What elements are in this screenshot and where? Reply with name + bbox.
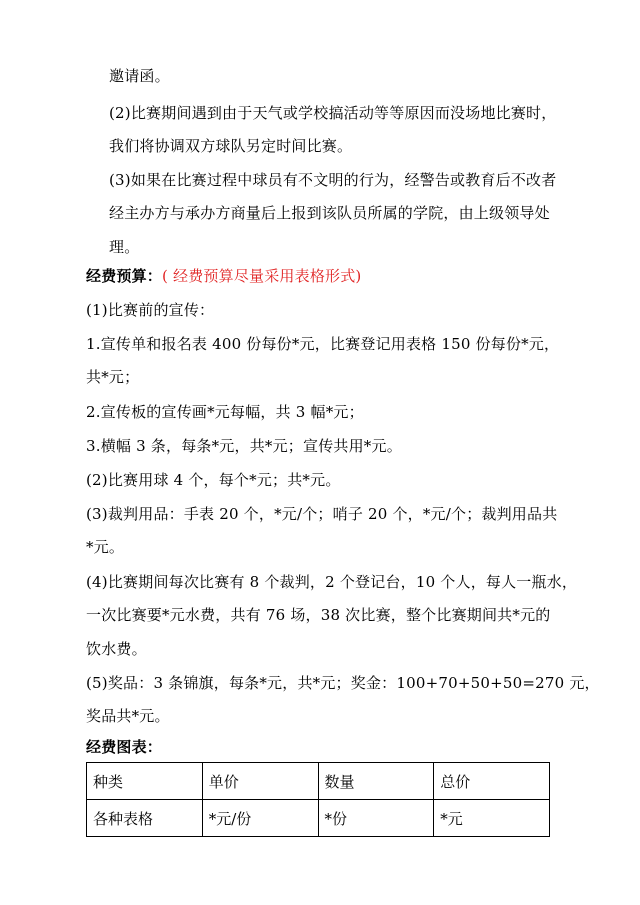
rule-item-3-line-3: 理。 bbox=[109, 238, 140, 256]
rule-item-3-line-1: (3)如果在比赛过程中球员有不文明的行为，经警告或教育后不改者 bbox=[109, 171, 557, 189]
rule-item-2-line-1: (2)比赛期间遇到由于天气或学校搞活动等等原因而没场地比赛时， bbox=[109, 104, 557, 122]
budget-item-4-line-1: (4)比赛期间每次比赛有 8 个裁判，2 个登记台，10 个人，每人一瓶水， bbox=[86, 573, 578, 591]
budget-item-4-line-2: 一次比赛要*元水费，共有 76 场，38 次比赛，整个比赛期间共*元的 bbox=[86, 606, 551, 624]
budget-heading: 经费预算： bbox=[86, 267, 163, 285]
table-header-cell: 种类 bbox=[87, 763, 203, 800]
budget-item-1c: 3.横幅 3 条，每条*元，共*元；宣传共用*元。 bbox=[86, 437, 402, 455]
table-header-cell: 单价 bbox=[202, 763, 318, 800]
budget-item-1a-line-2: 共*元； bbox=[86, 368, 140, 386]
table-header-cell: 数量 bbox=[318, 763, 434, 800]
rule-item-3-line-2: 经主办方与承办方商量后上报到该队员所属的学院，由上级领导处 bbox=[109, 204, 550, 222]
table-cell: *元/份 bbox=[202, 800, 318, 837]
budget-item-5-line-1: (5)奖品：3 条锦旗，每条*元，共*元；奖金：100+70+50+50=270 元， bbox=[86, 674, 600, 692]
budget-heading-line bbox=[86, 266, 362, 286]
table-cell: *元 bbox=[434, 800, 550, 837]
budget-table bbox=[86, 762, 550, 837]
rule-item-2-line-2: 我们将协调双方球队另定时间比赛。 bbox=[109, 137, 353, 155]
budget-item-1a-line-1: 1.宣传单和报名表 400 份每份*元，比赛登记用表格 150 份每份*元， bbox=[86, 335, 560, 353]
chart-heading: 经费图表： bbox=[86, 738, 163, 756]
budget-item-1: (1)比赛前的宣传： bbox=[86, 301, 215, 319]
budget-item-2: (2)比赛用球 4 个，每个*元；共*元。 bbox=[86, 471, 341, 489]
rule-line-top: 邀请函。 bbox=[109, 67, 170, 85]
budget-item-5-line-2: 奖品共*元。 bbox=[86, 707, 170, 725]
table-header-cell: 总价 bbox=[434, 763, 550, 800]
table-cell: 各种表格 bbox=[87, 800, 203, 837]
budget-item-1b: 2.宣传板的宣传画*元每幅，共 3 幅*元； bbox=[86, 403, 364, 421]
budget-note: ( 经费预算尽量采用表格形式) bbox=[162, 267, 362, 285]
table-cell: *份 bbox=[318, 800, 434, 837]
budget-item-4-line-3: 饮水费。 bbox=[86, 640, 147, 658]
table-header-row bbox=[87, 763, 550, 800]
budget-item-3-line-1: (3)裁判用品：手表 20 个，*元/个；哨子 20 个，*元/个；裁判用品共 bbox=[86, 505, 558, 523]
budget-item-3-line-2: *元。 bbox=[86, 538, 125, 556]
table-row bbox=[87, 800, 550, 837]
